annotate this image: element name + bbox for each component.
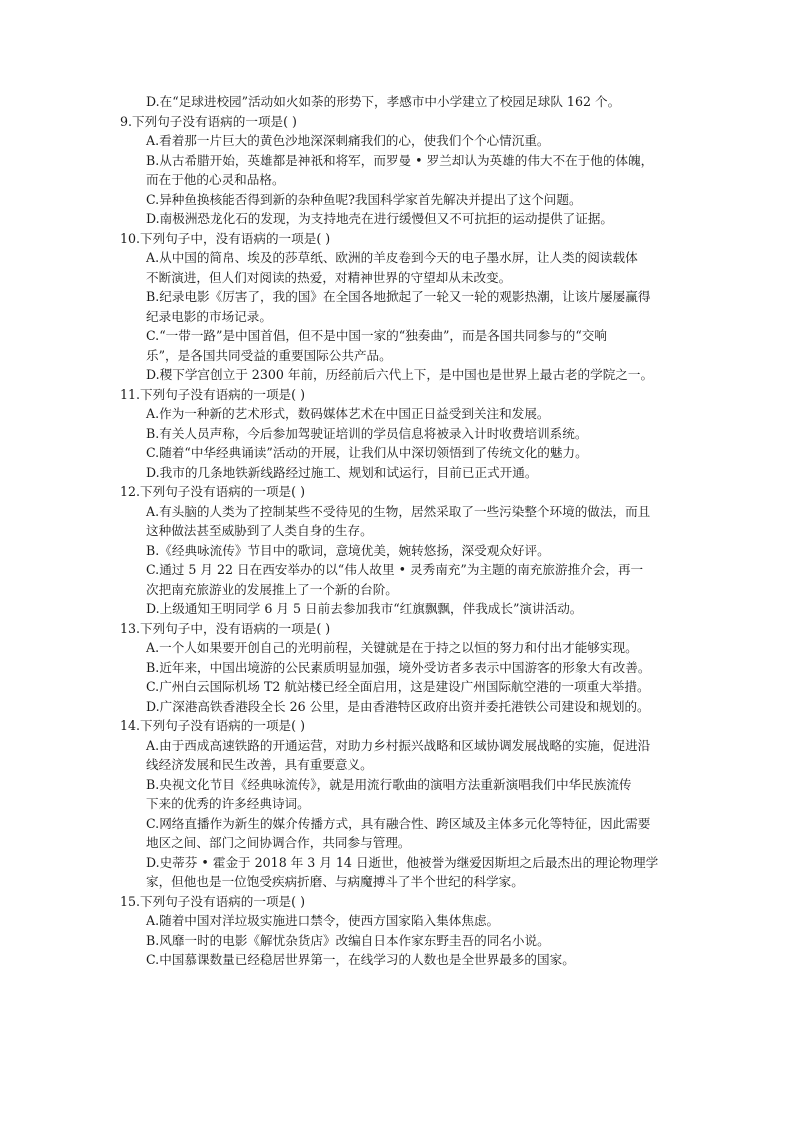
option-continuation: 线经济发展和民生改善，具有重要意义。 bbox=[146, 757, 373, 772]
question-stem: 9.下列句子没有语病的一项是( ) bbox=[120, 113, 297, 129]
answer-option: B.有关人员声称，今后参加驾驶证培训的学员信息将被录入计时收费培训系统。 bbox=[146, 425, 588, 441]
answer-option: B.央视文化节目《经典咏流传》，就是用流行歌曲的演唱方法重新演唱我们中华民族流传 bbox=[146, 776, 632, 792]
answer-option: A.有头脑的人类为了控制某些不受待见的生物，居然采取了一些污染整个环境的做法，而且 bbox=[146, 503, 651, 519]
question-stem: 11.下列句子没有语病的一项是( ) bbox=[120, 386, 305, 402]
answer-option: D.南极洲恐龙化石的发现，为支持地壳在进行缓慢但又不可抗拒的运动提供了证据。 bbox=[146, 211, 614, 226]
option-continuation: 纪录电影的市场记录。 bbox=[146, 308, 272, 324]
answer-option: D.广深港高铁香港段全长 26 公里，是由香港特区政府出资并委托港铁公司建设和规划的。 bbox=[146, 698, 650, 714]
answer-option: A.一个人如果要开创自己的光明前程，关键就是在于持之以恒的努力和付出才能够实现。 bbox=[146, 640, 638, 655]
answer-option: D.上级通知王明同学 6 月 5 日前去参加我市“红旗飘飘，伴我成长”演讲活动。 bbox=[146, 601, 583, 616]
answer-option: C.广州白云国际机场 T2 航站楼已经全面启用，这是建设广州国际航空港的一项重大举措。 bbox=[146, 679, 650, 694]
question-stem: 14.下列句子没有语病的一项是( ) bbox=[120, 718, 305, 733]
option-continuation: 乐”，是各国共同受益的重要国际公共产品。 bbox=[146, 347, 392, 363]
answer-option: D.在“足球进校园”活动如火如荼的形势下，孝感市中小学建立了校园足球队 162 个。 bbox=[146, 94, 621, 109]
answer-option: C.异种鱼换核能否得到新的杂种鱼呢?我国科学家首先解决并提出了这个问题。 bbox=[146, 191, 582, 207]
answer-option: A.看着那一片巨大的黄色沙地深深刺痛我们的心，使我们个个心情沉重。 bbox=[146, 133, 550, 148]
answer-option: A.从中国的简帛、埃及的莎草纸、欧洲的羊皮卷到今天的电子墨水屏，让人类的阅读载体 bbox=[146, 250, 638, 265]
option-continuation: 下来的优秀的许多经典诗词。 bbox=[146, 796, 310, 811]
question-stem: 10.下列句子中，没有语病的一项是( ) bbox=[120, 230, 331, 246]
option-continuation: 这种做法甚至威胁到了人类自身的生存。 bbox=[146, 523, 373, 538]
answer-option: B.纪录电影《厉害了，我的国》在全国各地掀起了一轮又一轮的观影热潮，让该片屡屡赢得 bbox=[146, 289, 651, 304]
answer-option: B.风靡一时的电影《解忧杂货店》改编自日本作家东野圭吾的同名小说。 bbox=[146, 932, 550, 948]
answer-option: D.史蒂芬 • 霍金于 2018 年 3 月 14 日逝世，他被誉为继爱因斯坦之后最杰出的理论物理学 bbox=[146, 854, 659, 870]
question-stem: 15.下列句子没有语病的一项是( ) bbox=[120, 893, 305, 909]
question-stem: 12.下列句子没有语病的一项是( ) bbox=[120, 484, 305, 499]
option-continuation: 地区之间、部门之间协调合作，共同参与管理。 bbox=[146, 835, 411, 850]
answer-option: A.由于西成高速铁路的开通运营，对助力乡村振兴战略和区域协调发展战略的实施，促进沿 bbox=[146, 737, 651, 753]
answer-option: D.我市的几条地铁新线路经过施工、规划和试运行，目前已正式开通。 bbox=[146, 464, 538, 480]
option-continuation: 家，但他也是一位饱受疾病折磨、与病魔搏斗了半个世纪的科学家。 bbox=[146, 874, 524, 889]
answer-option: C.网络直播作为新生的媒介传播方式，具有融合性、跨区域及主体多元化等特征，因此需要 bbox=[146, 815, 651, 831]
answer-option: A.作为一种新的艺术形式，数码媒体艺术在中国正日益受到关注和发展。 bbox=[146, 406, 550, 421]
question-stem: 13.下列句子中，没有语病的一项是( ) bbox=[120, 620, 331, 636]
answer-option: C.随着“中华经典诵读”活动的开展，让我们从中深切领悟到了传统文化的魅力。 bbox=[146, 445, 588, 460]
question-list bbox=[120, 92, 700, 970]
answer-option: B.《经典咏流传》节目中的歌词，意境优美，婉转悠扬，深受观众好评。 bbox=[146, 542, 550, 558]
answer-option: B.近年来，中国出境游的公民素质明显加强，境外受访者多表示中国游客的形象大有改善。 bbox=[146, 659, 651, 675]
option-continuation: 而在于他的心灵和品格。 bbox=[146, 172, 285, 187]
answer-option: A.随着中国对洋垃圾实施进口禁令，使西方国家陷入集体焦虑。 bbox=[146, 913, 500, 928]
answer-option: C.中国慕课数量已经稳居世界第一，在线学习的人数也是全世界最多的国家。 bbox=[146, 952, 575, 967]
option-continuation: 次把南充旅游业的发展推上了一个新的台阶。 bbox=[146, 581, 398, 597]
answer-option: B.从古希腊开始，英雄都是神祇和将军，而罗曼 • 罗兰却认为英雄的伟大不在于他的体魄， bbox=[146, 152, 654, 168]
option-continuation: 不断演进，但人们对阅读的热爱，对精神世界的守望却从未改变。 bbox=[146, 269, 512, 285]
answer-option: C.通过 5 月 22 日在西安举办的以“伟人故里 • 灵秀南充”为主题的南充旅游推介会，再一 bbox=[146, 562, 644, 577]
answer-option: D.稷下学宫创立于 2300 年前，历经前后六代上下，是中国也是世界上最古老的学院之一。 bbox=[146, 367, 654, 382]
answer-option: C.“一带一路”是中国首倡，但不是中国一家的“独奏曲”，而是各国共同参与的“交响 bbox=[146, 328, 607, 343]
